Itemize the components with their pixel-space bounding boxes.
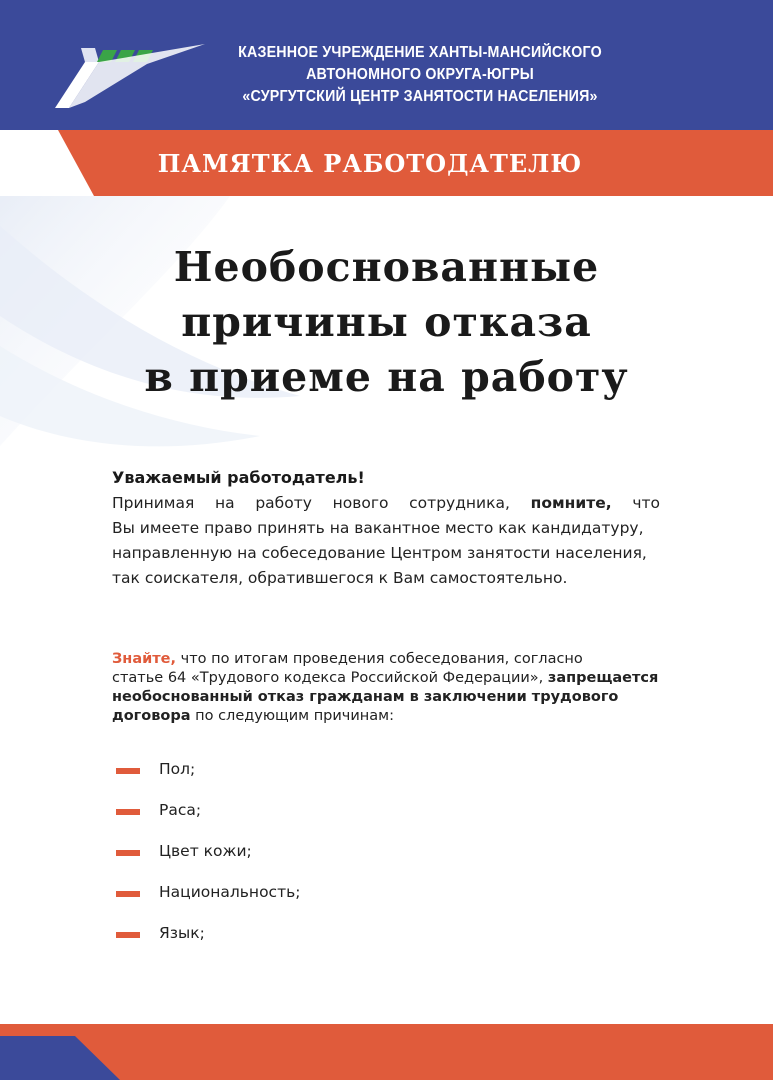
org-name-line-3: «СУРГУТСКИЙ ЦЕНТР ЗАНЯТОСТИ НАСЕЛЕНИЯ» xyxy=(242,88,598,105)
intro-text: что xyxy=(632,494,660,512)
list-item xyxy=(116,924,516,965)
notice-line-2 xyxy=(112,669,664,688)
reason-label: Цвет кожи; xyxy=(159,842,252,860)
notice-text: что по итогам проведения собеседования, согласно xyxy=(180,651,583,667)
reason-label: Пол; xyxy=(159,760,196,778)
org-name-line-1: КАЗЕННОЕ УЧРЕЖДЕНИЕ ХАНТЫ-МАНСИЙСКОГО xyxy=(238,44,602,61)
intro-line-4: так соискателя, обратившегося к Вам самостоятельно. xyxy=(112,569,568,587)
bullet-dash-icon xyxy=(116,891,140,897)
know-emphasis: Знайте, xyxy=(112,651,177,667)
intro-line-2: Вы имеете право принять на вакантное место как кандидатуру, xyxy=(112,519,644,537)
reason-label: Раса; xyxy=(159,801,202,819)
intro-line-3: направленную на собеседование Центром занятости населения, xyxy=(112,544,647,562)
greeting: Уважаемый работодатель! xyxy=(112,468,365,487)
org-name-line-2: АВТОНОМНОГО ОКРУГА-ЮГРЫ xyxy=(306,66,534,83)
organization-name xyxy=(227,42,613,108)
memo-banner-text: ПАМЯТКА РАБОТОДАТЕЛЮ xyxy=(157,149,583,178)
remember-emphasis: помните, xyxy=(530,494,612,512)
page-title xyxy=(60,240,713,405)
contract-emphasis: договора xyxy=(112,708,191,724)
list-item xyxy=(116,842,516,883)
title-line-2: причины отказа xyxy=(181,298,592,346)
intro-text: Принимая на работу нового сотрудника, xyxy=(112,494,510,512)
footer-band xyxy=(0,1024,773,1080)
list-item xyxy=(116,883,516,924)
notice-text: статье 64 «Трудового кодекса Российской Федерации», xyxy=(112,670,544,686)
intro-paragraph xyxy=(112,491,660,591)
bullet-dash-icon xyxy=(116,850,140,856)
notice-line-3: необоснованный отказ гражданам в заключении трудового xyxy=(112,689,619,705)
employment-center-logo-icon xyxy=(55,40,205,112)
bullet-dash-icon xyxy=(116,768,140,774)
notice-text: по следующим причинам: xyxy=(195,708,394,724)
notice-line-4 xyxy=(112,707,664,726)
title-line-3: в приеме на работу xyxy=(144,353,629,401)
bullet-dash-icon xyxy=(116,809,140,815)
reason-label: Национальность; xyxy=(159,883,301,901)
list-item xyxy=(116,801,516,842)
notice-paragraph xyxy=(112,650,664,726)
bullet-dash-icon xyxy=(116,932,140,938)
prohibited-emphasis: запрещается xyxy=(547,670,659,686)
reasons-list xyxy=(116,760,516,965)
reason-label: Язык; xyxy=(159,924,205,942)
title-line-1: Необоснованные xyxy=(173,243,600,291)
list-item xyxy=(116,760,516,801)
notice-line-1 xyxy=(112,650,664,669)
intro-line-1 xyxy=(112,491,660,516)
